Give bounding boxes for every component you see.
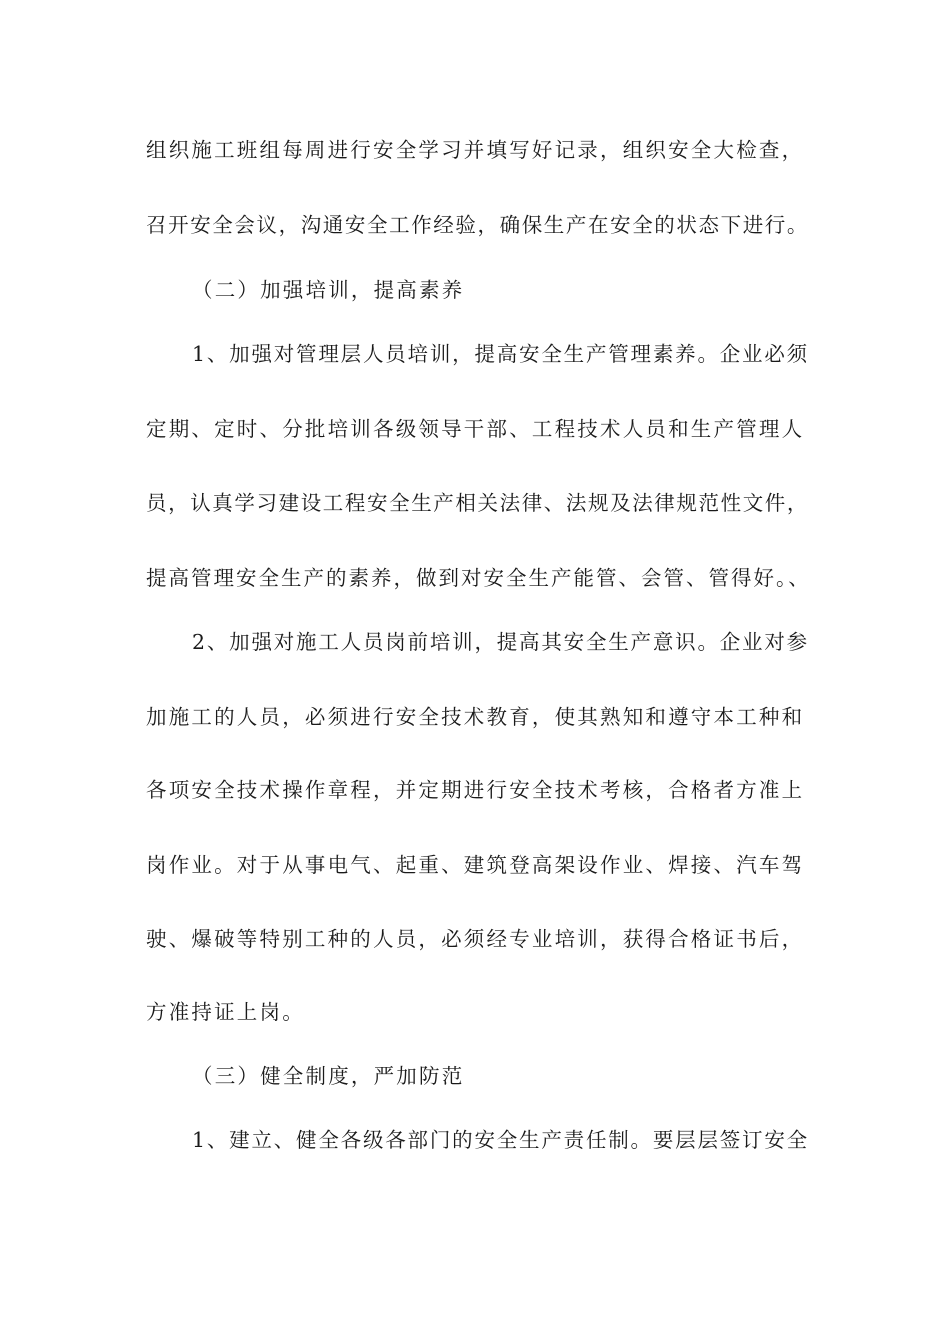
paragraph-line: 员，认真学习建设工程安全生产相关法律、法规及法律规范性文件， — [146, 491, 809, 515]
paragraph-line: 1、建立、健全各级各部门的安全生产责任制。要层层签订安全 — [192, 1128, 809, 1152]
paragraph-line: 加施工的人员，必须进行安全技术教育，使其熟知和遵守本工种和 — [146, 705, 805, 729]
paragraph-line: 各项安全技术操作章程，并定期进行安全技术考核，合格者方准上 — [146, 778, 805, 802]
paragraph-line: 2、加强对施工人员岗前培训，提高其安全生产意识。企业对参 — [192, 630, 809, 654]
paragraph-line: 1、加强对管理层人员培训，提高安全生产管理素养。企业必须 — [192, 342, 809, 366]
section-heading: （二）加强培训，提高素养 — [192, 278, 465, 302]
paragraph-line: 组织施工班组每周进行安全学习并填写好记录，组织安全大检查， — [146, 138, 805, 162]
paragraph-line: 定期、定时、分批培训各级领导干部、工程技术人员和生产管理人 — [146, 417, 805, 441]
section-heading: （三）健全制度，严加防范 — [192, 1064, 465, 1088]
paragraph-line: 岗作业。对于从事电气、起重、建筑登高架设作业、焊接、汽车驾 — [146, 853, 805, 877]
paragraph-line: 方准持证上岗。 — [146, 1000, 305, 1024]
paragraph-line: 驶、爆破等特别工种的人员，必须经专业培训，获得合格证书后， — [146, 927, 805, 951]
paragraph-line: 提高管理安全生产的素养，做到对安全生产能管、会管、管得好。、 — [146, 566, 811, 590]
paragraph-line: 召开安全会议，沟通安全工作经验，确保生产在安全的状态下进行。 — [146, 213, 809, 237]
